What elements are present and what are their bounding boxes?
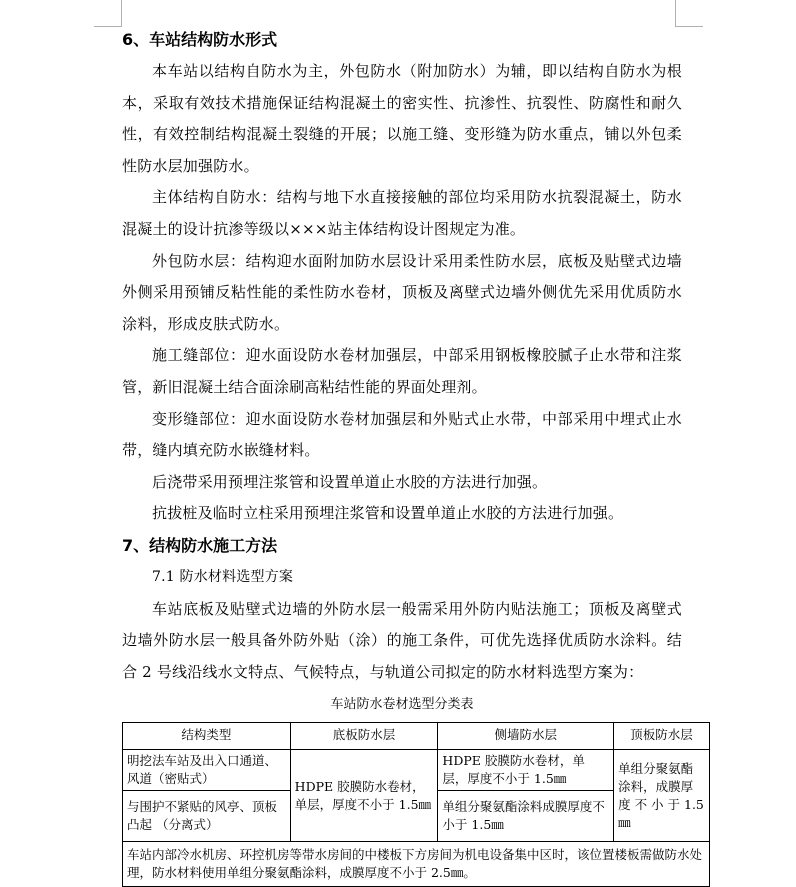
table-header-cell: 结构类型 — [123, 723, 291, 750]
table-cell: HDPE 胶膜防水卷材，单层，厚度不小于 1.5㎜ — [290, 750, 438, 842]
document-body — [122, 24, 704, 887]
table-header-cell: 顶板防水层 — [614, 723, 710, 750]
material-table — [122, 722, 710, 887]
crop-mark — [675, 0, 676, 26]
table-cell: 明挖法车站及出入口通道、风道（密贴式） — [123, 750, 291, 791]
table-cell: HDPE 胶膜防水卷材，单层，厚度不小于 1.5㎜ — [438, 750, 614, 791]
paragraph: 车站底板及贴壁式边墙的外防水层一般需采用外防内贴法施工；顶板及离壁式边墙外防水层一般具备外防外贴（涂）的施工条件，可优先选择优质防水涂料。结合 2 号线沿线水文特点、气候特点，与轨道公司拟定的防水材料选型方案为： — [122, 599, 682, 681]
crop-mark — [121, 0, 122, 26]
table-header-row — [123, 723, 710, 750]
paragraph: 外包防水层：结构迎水面附加防水层设计采用柔性防水层，底板及贴壁式边墙外侧采用预铺反粘性能的柔性防水卷材，顶板及离壁式边墙外侧优先采用优质防水涂料，形成皮肤式防水。 — [122, 251, 682, 333]
crop-mark — [94, 26, 122, 27]
paragraph: 施工缝部位：迎水面设防水卷材加强层，中部采用钢板橡胶腻子止水带和注浆管，新旧混凝土结合面涂刷高粘结性能的界面处理剂。 — [122, 346, 682, 396]
table-row — [123, 750, 710, 791]
section-heading: 6、车站结构防水形式 — [122, 30, 278, 49]
section-heading: 7、结构防水施工方法 — [122, 535, 278, 555]
paragraph: 主体结构自防水：结构与地下水直接接触的部位均采用防水抗裂混凝土，防水混凝土的设计抗渗等级以×××站主体结构设计图规定为准。 — [122, 188, 682, 238]
table-note: 车站内部冷水机房、环控机房等带水房间的中楼板下方房间为机电设备集中区时，该位置楼板需做防水处理，防水材料使用单组分聚氨酯涂料，成膜厚度不小于 2.5㎜。 — [123, 842, 710, 887]
table-cell: 单组分聚氨酯涂料成膜厚度不小于 1.5㎜ — [438, 791, 614, 842]
paragraph: 变形缝部位：迎水面设防水卷材加强层和外贴式止水带，中部采用中埋式止水带，缝内填充防水嵌缝材料。 — [122, 409, 682, 460]
table-row — [123, 842, 710, 887]
paragraph: 抗拔桩及临时立柱采用预埋注浆管和设置单道止水胶的方法进行加强。 — [152, 504, 624, 523]
subsection-heading: 7.1 防水材料选型方案 — [152, 568, 294, 585]
paragraph: 本车站以结构自防水为主，外包防水（附加防水）为辅，即以结构自防水为根本，采取有效技术措施保证结构混凝土的密实性、抗渗性、抗裂性、防腐性和耐久性，有效控制结构混凝土裂缝的开展；以施工缝、变形缝为防水重点，铺以外包柔性防水层加强防水。 — [122, 62, 682, 175]
table-cell: 单组分聚氨酯涂料，成膜厚度 不 小 于 1.5㎜ — [614, 750, 710, 842]
paragraph: 后浇带采用预埋注浆管和设置单道止水胶的方法进行加强。 — [152, 472, 548, 491]
table-header-cell: 侧墙防水层 — [438, 723, 614, 750]
table-caption: 车站防水卷材选型分类表 — [330, 697, 474, 713]
table-header-cell: 底板防水层 — [290, 723, 438, 750]
table-cell: 与围护不紧贴的风亭、顶板凸起 （分离式） — [123, 791, 291, 842]
